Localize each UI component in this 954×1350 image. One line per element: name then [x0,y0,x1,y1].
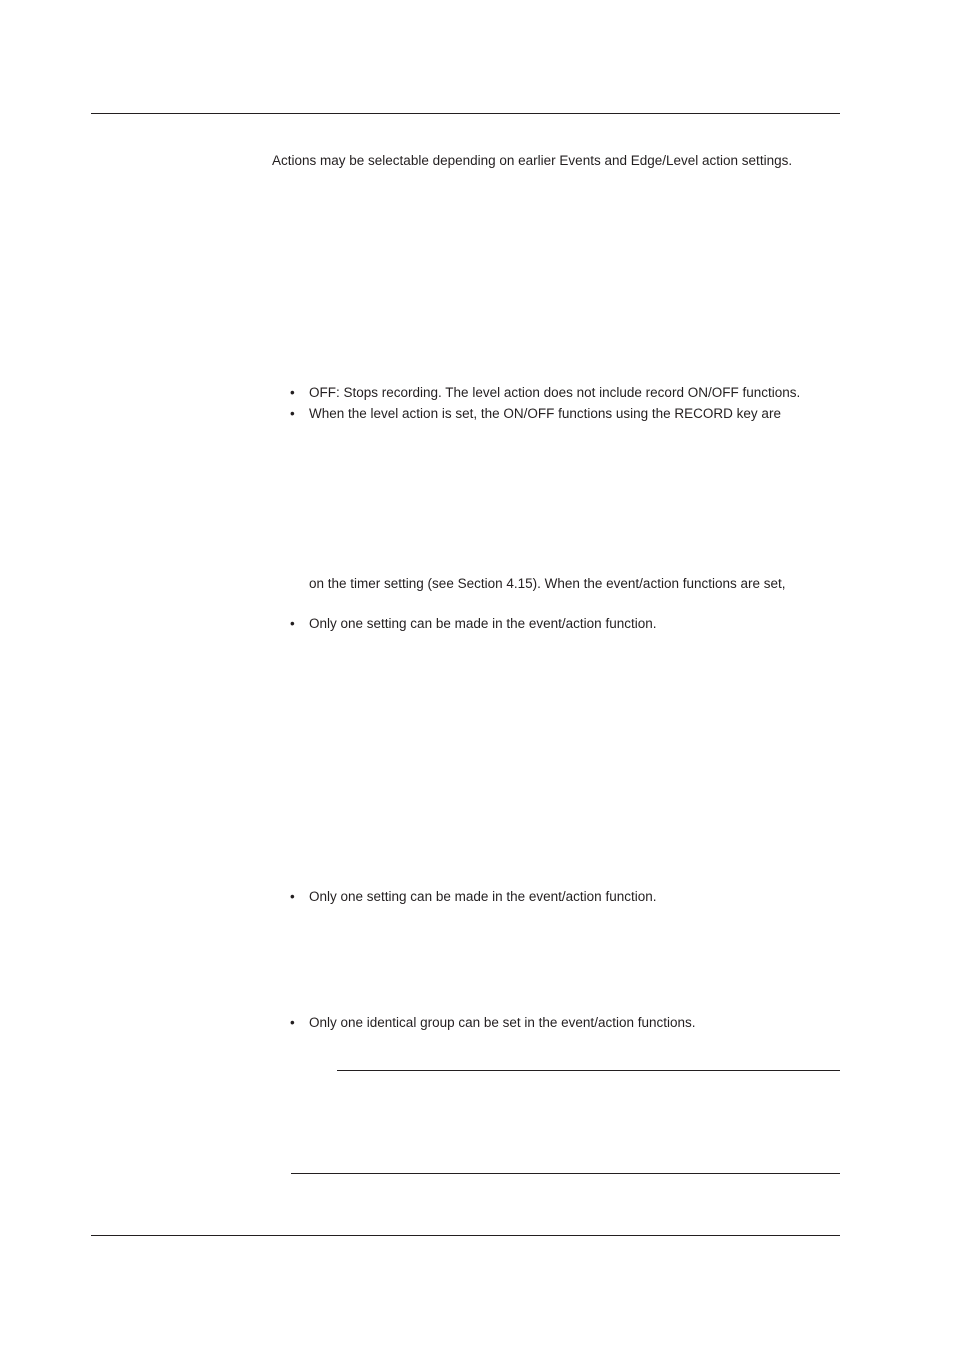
timer-continuation-text: on the timer setting (see Section 4.15). When the event/action functions are set, [309,576,786,591]
note-top-rule [337,1070,840,1071]
bullet-marker: • [290,616,295,631]
note-bottom-rule [291,1173,840,1174]
bullet-marker: • [290,406,295,421]
single-setting-text-2: Only one setting can be made in the event/action function. [309,889,657,904]
record-off-text: OFF: Stops recording. The level action does not include record ON/OFF functions. [309,385,801,400]
header-rule [91,113,840,114]
bullet-marker: • [290,889,295,904]
bullet-marker: • [290,385,295,400]
single-setting-text-1: Only one setting can be made in the event/action function. [309,616,657,631]
footer-rule [91,1235,840,1236]
level-action-text: When the level action is set, the ON/OFF functions using the RECORD key are [309,406,781,421]
bullet-marker: • [290,1015,295,1030]
intro-paragraph: Actions may be selectable depending on earlier Events and Edge/Level action settings. [272,153,793,168]
identical-group-text: Only one identical group can be set in the event/action functions. [309,1015,696,1030]
